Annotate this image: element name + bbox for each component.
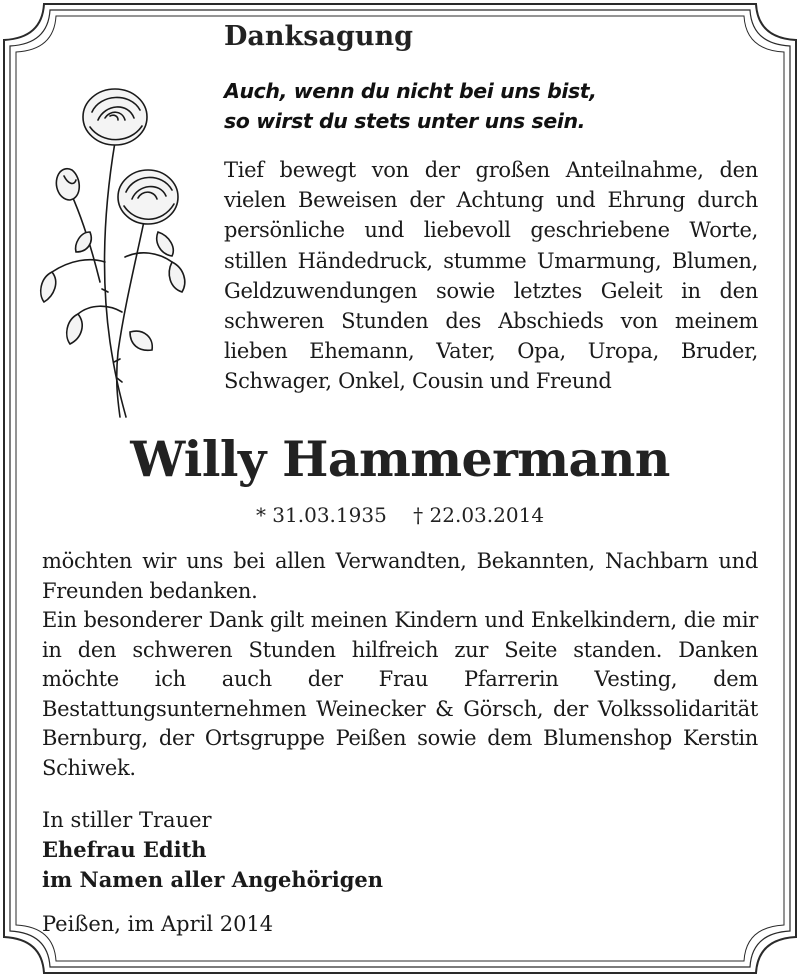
place-date: Peißen, im April 2014 xyxy=(42,912,274,936)
motto xyxy=(224,76,597,136)
rose-icon xyxy=(30,82,190,422)
thanks-body xyxy=(42,547,758,783)
motto-line-2: so wirst du stets unter uns sein. xyxy=(224,109,586,133)
thanks-paragraph-1: möchten wir uns bei allen Verwandten, Bekannten, Nachbarn und Freunden bedanken. xyxy=(42,549,758,603)
life-dates xyxy=(0,503,800,527)
motto-line-1: Auch, wenn du nicht bei uns bist, xyxy=(224,79,597,103)
thanks-paragraph-2: Ein besonderer Dank gilt meinen Kindern und Enkelkindern, die mir in den schweren Stunden hilfreich zur Seite standen. Danken möchte ich auch der Frau Pfarrerin Vesting, dem Bestattungsunternehmen Weinecker & Görsch, der Volkssolidarität Bernburg, der Ortsgruppe Peißen sowie dem Blumenshop Kerstin Schiwek. xyxy=(42,608,758,780)
birth-date: * 31.03.1935 xyxy=(255,503,387,527)
death-date: † 22.03.2014 xyxy=(413,503,545,527)
heading: Danksagung xyxy=(224,21,413,52)
deceased-name: Willy Hammermann xyxy=(130,430,670,488)
intro-paragraph: Tief bewegt von der großen Anteilnahme, den vielen Beweisen der Achtung und Ehrung durch persönliche und liebevoll geschriebene Worte, stillen Händedruck, stumme Umarmung, Blumen, Geldzuwendungen sowie letztes Geleit in den schweren Stunden des Abschieds von meinem lieben Ehemann, Vater, Opa, Uropa, Bruder, Schwager, Onkel, Cousin und Freund xyxy=(224,158,758,394)
signature-line-2: im Namen aller Angehörigen xyxy=(42,867,384,892)
signature-lead: In stiller Trauer xyxy=(42,808,212,832)
signature-names xyxy=(42,835,383,895)
signature-line-1: Ehefrau Edith xyxy=(42,837,207,862)
